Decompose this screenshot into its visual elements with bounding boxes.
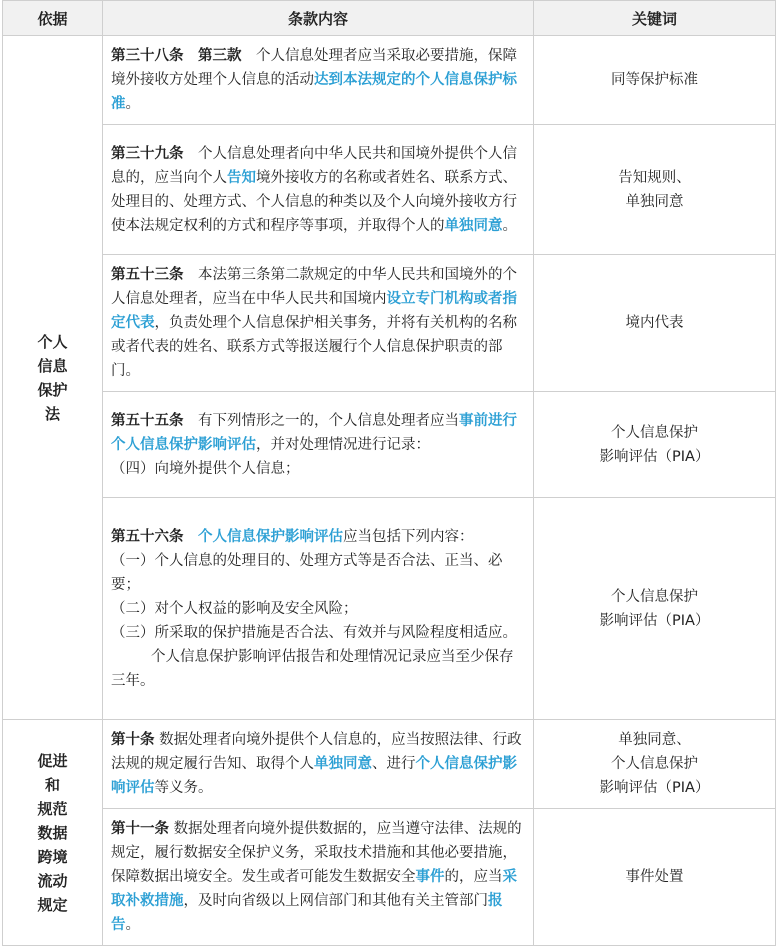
table-row	[3, 809, 776, 946]
clause-paragraph	[111, 645, 523, 693]
keyword-cell	[534, 125, 776, 255]
clause-title: 第五十五条	[111, 412, 184, 429]
basis-line: 信息	[37, 356, 68, 375]
clause-text: 个人信息保护影响评估报告和处理情况记录应当至少保存三年。	[111, 648, 514, 689]
keyword-line: 影响评估（PIA）	[599, 780, 710, 796]
table-row	[3, 498, 776, 720]
clause-text: ，负责处理个人信息保护相关事务，并将有关机构的名称或者代表的姓名、联系方式等报送履行个人信息保护职责的部门。	[111, 315, 517, 379]
header-keywords: 关键词	[534, 1, 776, 36]
keyword-line: 告知规则、	[618, 169, 691, 186]
clause-title: 第十条	[111, 732, 155, 748]
table-row	[3, 125, 776, 255]
clause-highlight: 告知	[227, 169, 256, 186]
clause-highlight: 报告	[111, 893, 503, 933]
clause-text: 应当包括下列内容：	[343, 528, 474, 545]
clause-cell	[103, 498, 534, 720]
basis-line: 跨境	[37, 847, 68, 866]
table-row	[3, 392, 776, 498]
clause-highlight: 个人信息保护影响评估	[198, 528, 343, 545]
clause-item: （二）对个人权益的影响及安全风险；	[111, 600, 358, 617]
keyword-line: 影响评估（PIA）	[599, 448, 710, 465]
clause-highlight: 采取补救措施	[111, 869, 517, 909]
basis-line: 法	[44, 404, 60, 423]
basis-line: 促进	[37, 751, 68, 770]
basis-line: 和	[44, 775, 60, 794]
clause-text: 、进行	[372, 756, 416, 772]
clause-item: （一）个人信息的处理目的、处理方式等是否合法、正当、必要；	[111, 552, 503, 593]
basis-line: 规定	[37, 895, 68, 914]
keyword-line: 影响评估（PIA）	[599, 612, 710, 629]
clause-highlight: 单独同意	[314, 756, 372, 772]
basis-line: 保护	[37, 380, 68, 399]
clause-title: 第三十九条	[111, 145, 184, 162]
keyword-cell	[534, 498, 776, 720]
clause-item: （三）所采取的保护措施是否合法、有效并与风险程度相适应。	[111, 624, 517, 641]
clause-highlight: 个人信息保护影响评估	[111, 756, 517, 796]
basis-line: 流动	[37, 871, 68, 890]
keyword-line: 单独同意	[625, 193, 684, 210]
clause-title: 第五十三条	[111, 267, 184, 283]
keyword-line: 单独同意、	[618, 732, 691, 748]
clause-text: ，并对处理情况进行记录：	[256, 436, 430, 453]
clause-text: ，及时向省级以上网信部门和其他有关主管部门	[183, 893, 488, 909]
clause-highlight: 设立专门机构或者指定代表	[111, 291, 517, 331]
regulation-table	[2, 0, 776, 946]
keyword-cell	[534, 255, 776, 392]
basis-line: 规范	[37, 799, 68, 818]
clause-highlight: 单独同意	[444, 217, 503, 234]
keyword-cell	[534, 36, 776, 125]
keyword-line: 个人信息保护	[611, 756, 698, 772]
clause-cell	[103, 255, 534, 392]
header-content: 条款内容	[103, 1, 534, 36]
keyword-line: 个人信息保护	[611, 588, 698, 605]
basis-line: 个人	[37, 332, 68, 351]
header-row	[3, 1, 776, 36]
clause-cell	[103, 125, 534, 255]
clause-highlight: 事件	[415, 869, 445, 885]
keyword-line: 个人信息保护	[611, 424, 698, 441]
keyword-cell	[534, 720, 776, 809]
table-row	[3, 36, 776, 125]
keyword-cell	[534, 809, 776, 946]
keyword-line: 事件处置	[625, 869, 684, 885]
clause-text: 个人信息处理者应当采取必要措施，保障境外接收方处理个人信息的活动	[111, 48, 517, 88]
keyword-line: 同等保护标准	[611, 72, 698, 88]
clause-title: 第五十六条	[111, 528, 184, 545]
clause-text: 个人信息处理者向中华人民共和国境外提供个人信息的，应当向个人	[111, 145, 517, 186]
clause-text: 等义务。	[154, 780, 213, 796]
table-row	[3, 255, 776, 392]
clause-text: 数据处理者向境外提供个人信息的，应当按照法律、行政法规的规定履行告知、取得个人	[111, 732, 522, 772]
clause-highlight: 达到本法规定的个人信息保护标准	[111, 72, 517, 112]
keyword-line: 境内代表	[625, 315, 684, 331]
clause-text: 有下列情形之一的，个人信息处理者应当	[183, 412, 459, 429]
clause-cell	[103, 36, 534, 125]
clause-text: 境外接收方的名称或者姓名、联系方式、处理目的、处理方式、个人信息的种类以及个人向境外接收方行使本法规定权利的方式和程序等事项，并取得个人的	[111, 169, 517, 234]
clause-text: 的，应当	[444, 869, 503, 885]
clause-text: 数据处理者向境外提供数据的，应当遵守法律、法规的规定，履行数据安全保护义务，采取技术措施和其他必要措施，保障数据出境安全。发生或者可能发生数据安全	[111, 821, 522, 885]
clause-cell	[103, 392, 534, 498]
clause-cell	[103, 720, 534, 809]
table-row	[3, 720, 776, 809]
clause-cell	[103, 809, 534, 946]
clause-title: 第十一条	[111, 821, 169, 837]
basis-cell-data-flow	[3, 720, 103, 946]
basis-cell-pipl	[3, 36, 103, 720]
clause-text: 。	[125, 96, 140, 112]
clause-highlight: 事前进行个人信息保护影响评估	[111, 412, 517, 453]
clause-text: 。	[125, 917, 140, 933]
clause-item: （四）向境外提供个人信息；	[111, 460, 300, 477]
header-basis: 依据	[3, 1, 103, 36]
clause-text: 本法第三条第二款规定的中华人民共和国境外的个人信息处理者，应当在中华人民共和国境内	[111, 267, 517, 307]
clause-title: 第三十八条 第三款	[111, 48, 242, 64]
basis-line: 数据	[37, 823, 68, 842]
clause-text: 。	[502, 217, 517, 234]
keyword-cell	[534, 392, 776, 498]
